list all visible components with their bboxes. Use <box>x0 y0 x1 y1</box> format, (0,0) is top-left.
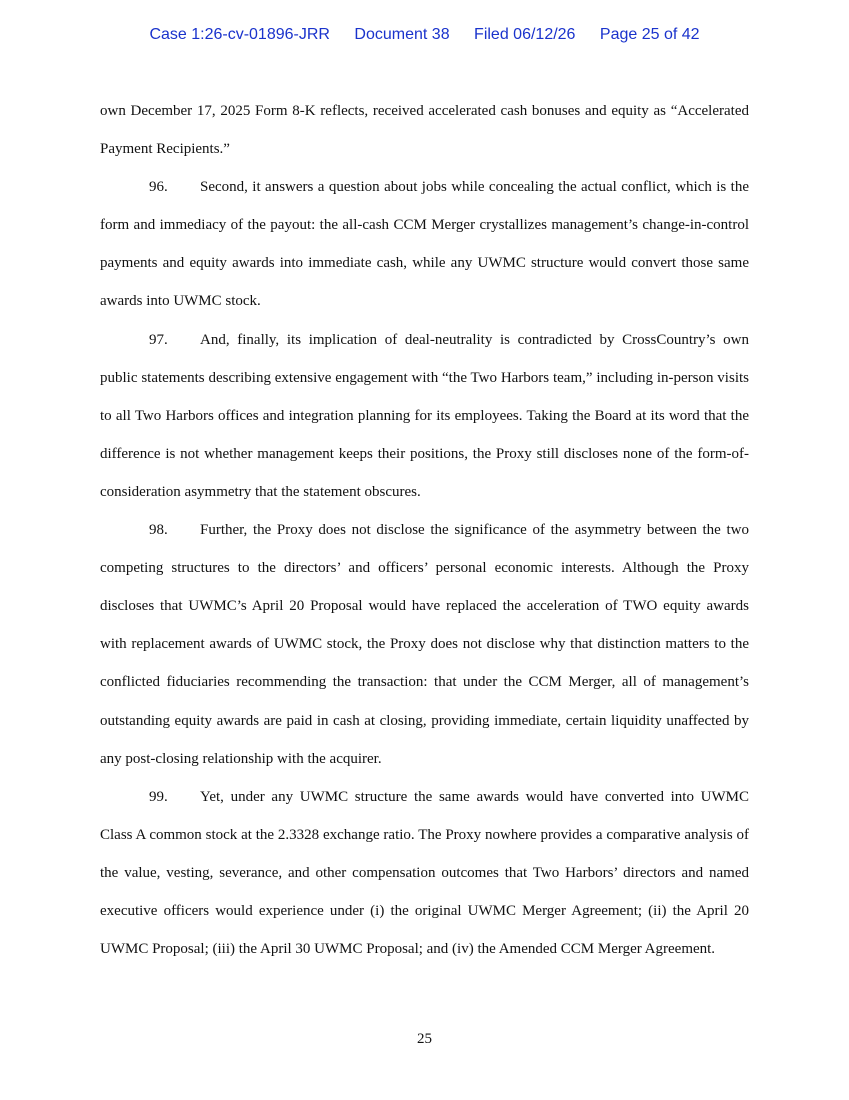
paragraph-number: 96. <box>149 179 168 196</box>
paragraph-text: Yet, under any UWMC structure the same awards would have converted into UWMC Class A common stock at the 2.3328 exchange ratio. The Proxy nowhere provides a comparative analysis of the value, vesting, severance, and other compensation outcomes that Two Harbors’ directors and named executive officers would experience under (i) the original UWMC Merger Agreement; (ii) the April 20 UWMC Proposal; (iii) the April 30 UWMC Proposal; and (iv) the Amended CCM Merger Agreement. <box>100 788 749 958</box>
paragraph-97 <box>100 321 749 511</box>
paragraph-96 <box>100 168 749 320</box>
page-number: 25 <box>417 1031 432 1047</box>
document-number: Document 38 <box>354 26 450 43</box>
paragraph-98 <box>100 511 749 778</box>
paragraph-number: 99. <box>149 788 168 805</box>
page-indicator: Page 25 of 42 <box>599 26 700 43</box>
paragraph-text: Further, the Proxy does not disclose the significance of the asymmetry between the two competing structures to the directors’ and officers’ personal economic interests. Although the Proxy discloses that UWMC’s April 20 Proposal would have replaced the acceleration of TWO equity awards with replacement awards of UWMC stock, the Proxy does not disclose why that distinction matters to the conflicted fiduciaries recommending the transaction: that under the CCM Merger, all of management’s outstanding equity awards are paid in cash at closing, providing immediate, certain liquidity unaffected by any post-closing relationship with the acquirer. <box>100 522 749 767</box>
case-number: Case 1:26-cv-01896-JRR <box>149 26 330 43</box>
paragraph-continuation <box>100 92 749 168</box>
document-body <box>100 92 749 968</box>
paragraph-99 <box>100 778 749 968</box>
case-header <box>0 26 849 44</box>
page-footer <box>0 1031 849 1048</box>
filed-date: Filed 06/12/26 <box>474 26 576 43</box>
paragraph-text: own December 17, 2025 Form 8-K reflects, received accelerated cash bonuses and equity as “Accelerated Payment Recipients.” <box>100 103 749 158</box>
paragraph-number: 98. <box>149 522 168 539</box>
paragraph-text: Second, it answers a question about jobs while concealing the actual conflict, which is the form and immediacy of the payout: the all-cash CCM Merger crystallizes management’s change-in-control payments and equity awards into immediate cash, while any UWMC structure would convert those same awards into UWMC stock. <box>100 179 749 310</box>
paragraph-number: 97. <box>149 331 168 348</box>
paragraph-text: And, finally, its implication of deal-neutrality is contradicted by CrossCountry’s own public statements describing extensive engagement with “the Two Harbors team,” including in-person visits to all Two Harbors offices and integration planning for its employees. Taking the Board at its word that the difference is not whether management keeps their positions, the Proxy still discloses none of the form-of-consideration asymmetry that the statement obscures. <box>100 331 749 500</box>
